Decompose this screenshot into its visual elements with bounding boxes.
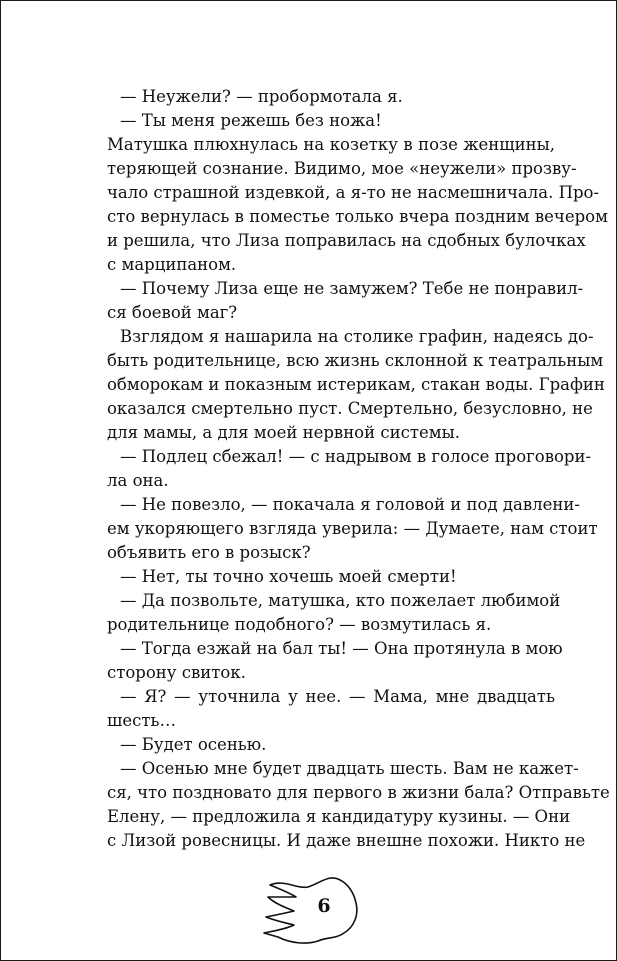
text-line: — Не повезло, — покачала я головой и под давлени- <box>120 495 580 514</box>
text-line: ла она. <box>107 471 169 490</box>
text-line: сто вернулась в поместье только вчера поздним вечером <box>107 207 608 226</box>
text-line: с Лизой ровесницы. И даже внешне похожи. Никто не <box>107 831 586 850</box>
text-line: — Ты меня режешь без ножа! <box>120 111 382 130</box>
text-line: — Будет осенью. <box>120 735 267 754</box>
text-line: Взглядом я нашарила на столике графин, надеясь до- <box>120 327 594 346</box>
text-line: с марципаном. <box>107 255 237 274</box>
text-line: родительнице подобного? — возмутилась я. <box>107 615 492 634</box>
page-number: 6 <box>317 895 331 917</box>
text-line: — Почему Лиза еще не замужем? Тебе не понравил- <box>120 279 584 298</box>
text-line: — Тогда езжай на бал ты! — Она протянула в мою <box>120 639 563 658</box>
text-line: ся боевой маг? <box>107 303 238 322</box>
text-line: Елену, — предложила я кандидатуру кузины. — Они <box>107 807 571 826</box>
text-line: сторону свиток. <box>107 663 246 682</box>
text-line: теряющей сознание. Видимо, мое «неужели» прозву- <box>107 159 577 178</box>
text-line: быть родительнице, всю жизнь склонной к театральным <box>107 351 604 370</box>
page-folio <box>256 873 366 945</box>
text-line: — Нет, ты точно хочешь моей смерти! <box>120 567 457 586</box>
text-line: чало страшной издевкой, а я-то не насмешничала. Про- <box>107 183 600 202</box>
text-line: ем укоряющего взгляда уверила: — Думаете, нам стоит <box>107 519 598 538</box>
text-line: оказался смертельно пуст. Смертельно, безусловно, не <box>107 399 593 418</box>
text-line: шесть… <box>107 711 176 730</box>
text-line: для мамы, а для моей нервной системы. <box>107 423 460 442</box>
text-line: обморокам и показным истерикам, стакан воды. Графин <box>107 375 605 394</box>
body-text <box>107 85 610 853</box>
text-line: — Да позвольте, матушка, кто пожелает любимой <box>120 591 561 610</box>
text-line: — Осенью мне будет двадцать шесть. Вам не кажет- <box>120 759 579 778</box>
text-line: объявить его в розыск? <box>107 543 311 562</box>
text-line: ся, что поздновато для первого в жизни бала? Отправьте <box>107 783 610 802</box>
text-line: и решила, что Лиза поправилась на сдобных булочках <box>107 231 586 250</box>
text-line: — Неужели? — пробормотала я. <box>120 87 403 106</box>
text-line: Матушка плюхнулась на козетку в позе женщины, <box>107 135 555 154</box>
text-line: — Подлец сбежал! — с надрывом в голосе проговори- <box>120 447 592 466</box>
dragon-paw-icon <box>256 873 366 945</box>
text-line: — Я? — уточнила у нее. — Мама, мне двадцать <box>120 687 555 706</box>
